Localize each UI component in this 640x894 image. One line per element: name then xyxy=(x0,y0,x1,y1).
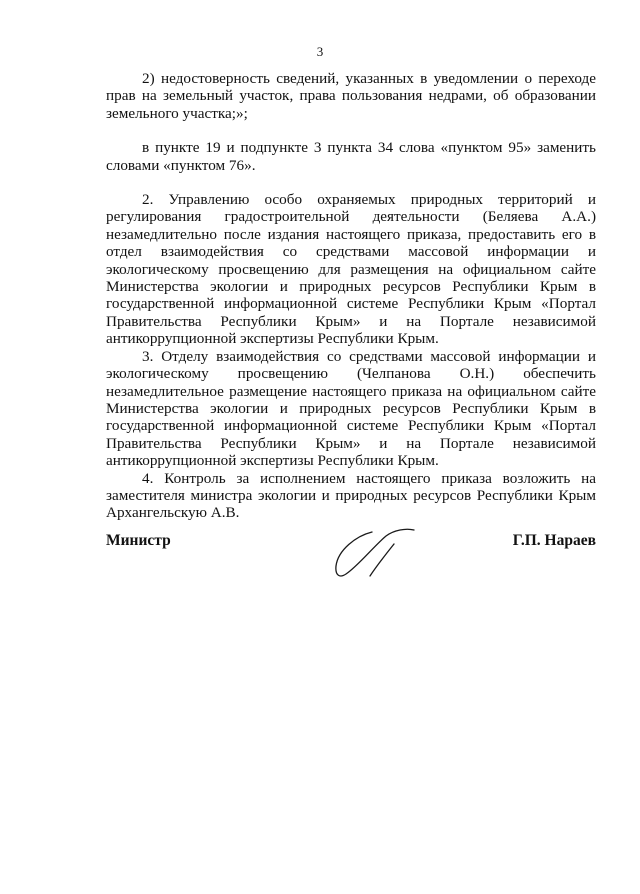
paragraph-reason-2: 2) недостоверность сведений, указанных в уведомлении о переходе прав на земельный участок, права пользования недрами, об образовании земельного участка;»; xyxy=(106,70,596,122)
signatory-title: Министр xyxy=(106,532,171,549)
document-body xyxy=(106,70,596,522)
paragraph-item-4: 4. Контроль за исполнением настоящего приказа возложить на заместителя министра экологии и природных ресурсов Республики Крым Архангельскую А.В. xyxy=(106,469,596,522)
paragraph-amendment: в пункте 19 и подпункте 3 пункта 34 слова «пунктом 95» заменить словами «пунктом 76». xyxy=(106,139,596,174)
signatory-name: Г.П. Нараев xyxy=(512,532,596,549)
paragraph-item-3: 3. Отделу взаимодействия со средствами массовой информации и экологическому просвещению (Челпанова О.Н.) обеспечить незамедлительное размещение настоящего приказа на официальном сайте Министерства экологии и природных ресурсов Республики Крым в государственной информационной системе Республики Крым «Портал Правительства Республики Крым» и на Портале независимой антикоррупционной экспертизы Республики Крым. xyxy=(106,347,596,470)
page-number: 3 xyxy=(316,44,324,59)
paragraph-item-2: 2. Управлению особо охраняемых природных территорий и регулирования градостроительной деятельности (Беляева А.А.) незамедлительно после издания настоящего приказа, предоставить его в отдел взаимодействия со средствами массовой информации и экологическому просвещению для размещения на официальном сайте Министерства экологии и природных ресурсов Республики Крым в государственной информационной системе Республики Крым «Портал Правительства Республики Крым» и на Портале независимой антикоррупционной экспертизы Республики Крым. xyxy=(106,191,596,348)
handwritten-signature xyxy=(328,522,420,586)
